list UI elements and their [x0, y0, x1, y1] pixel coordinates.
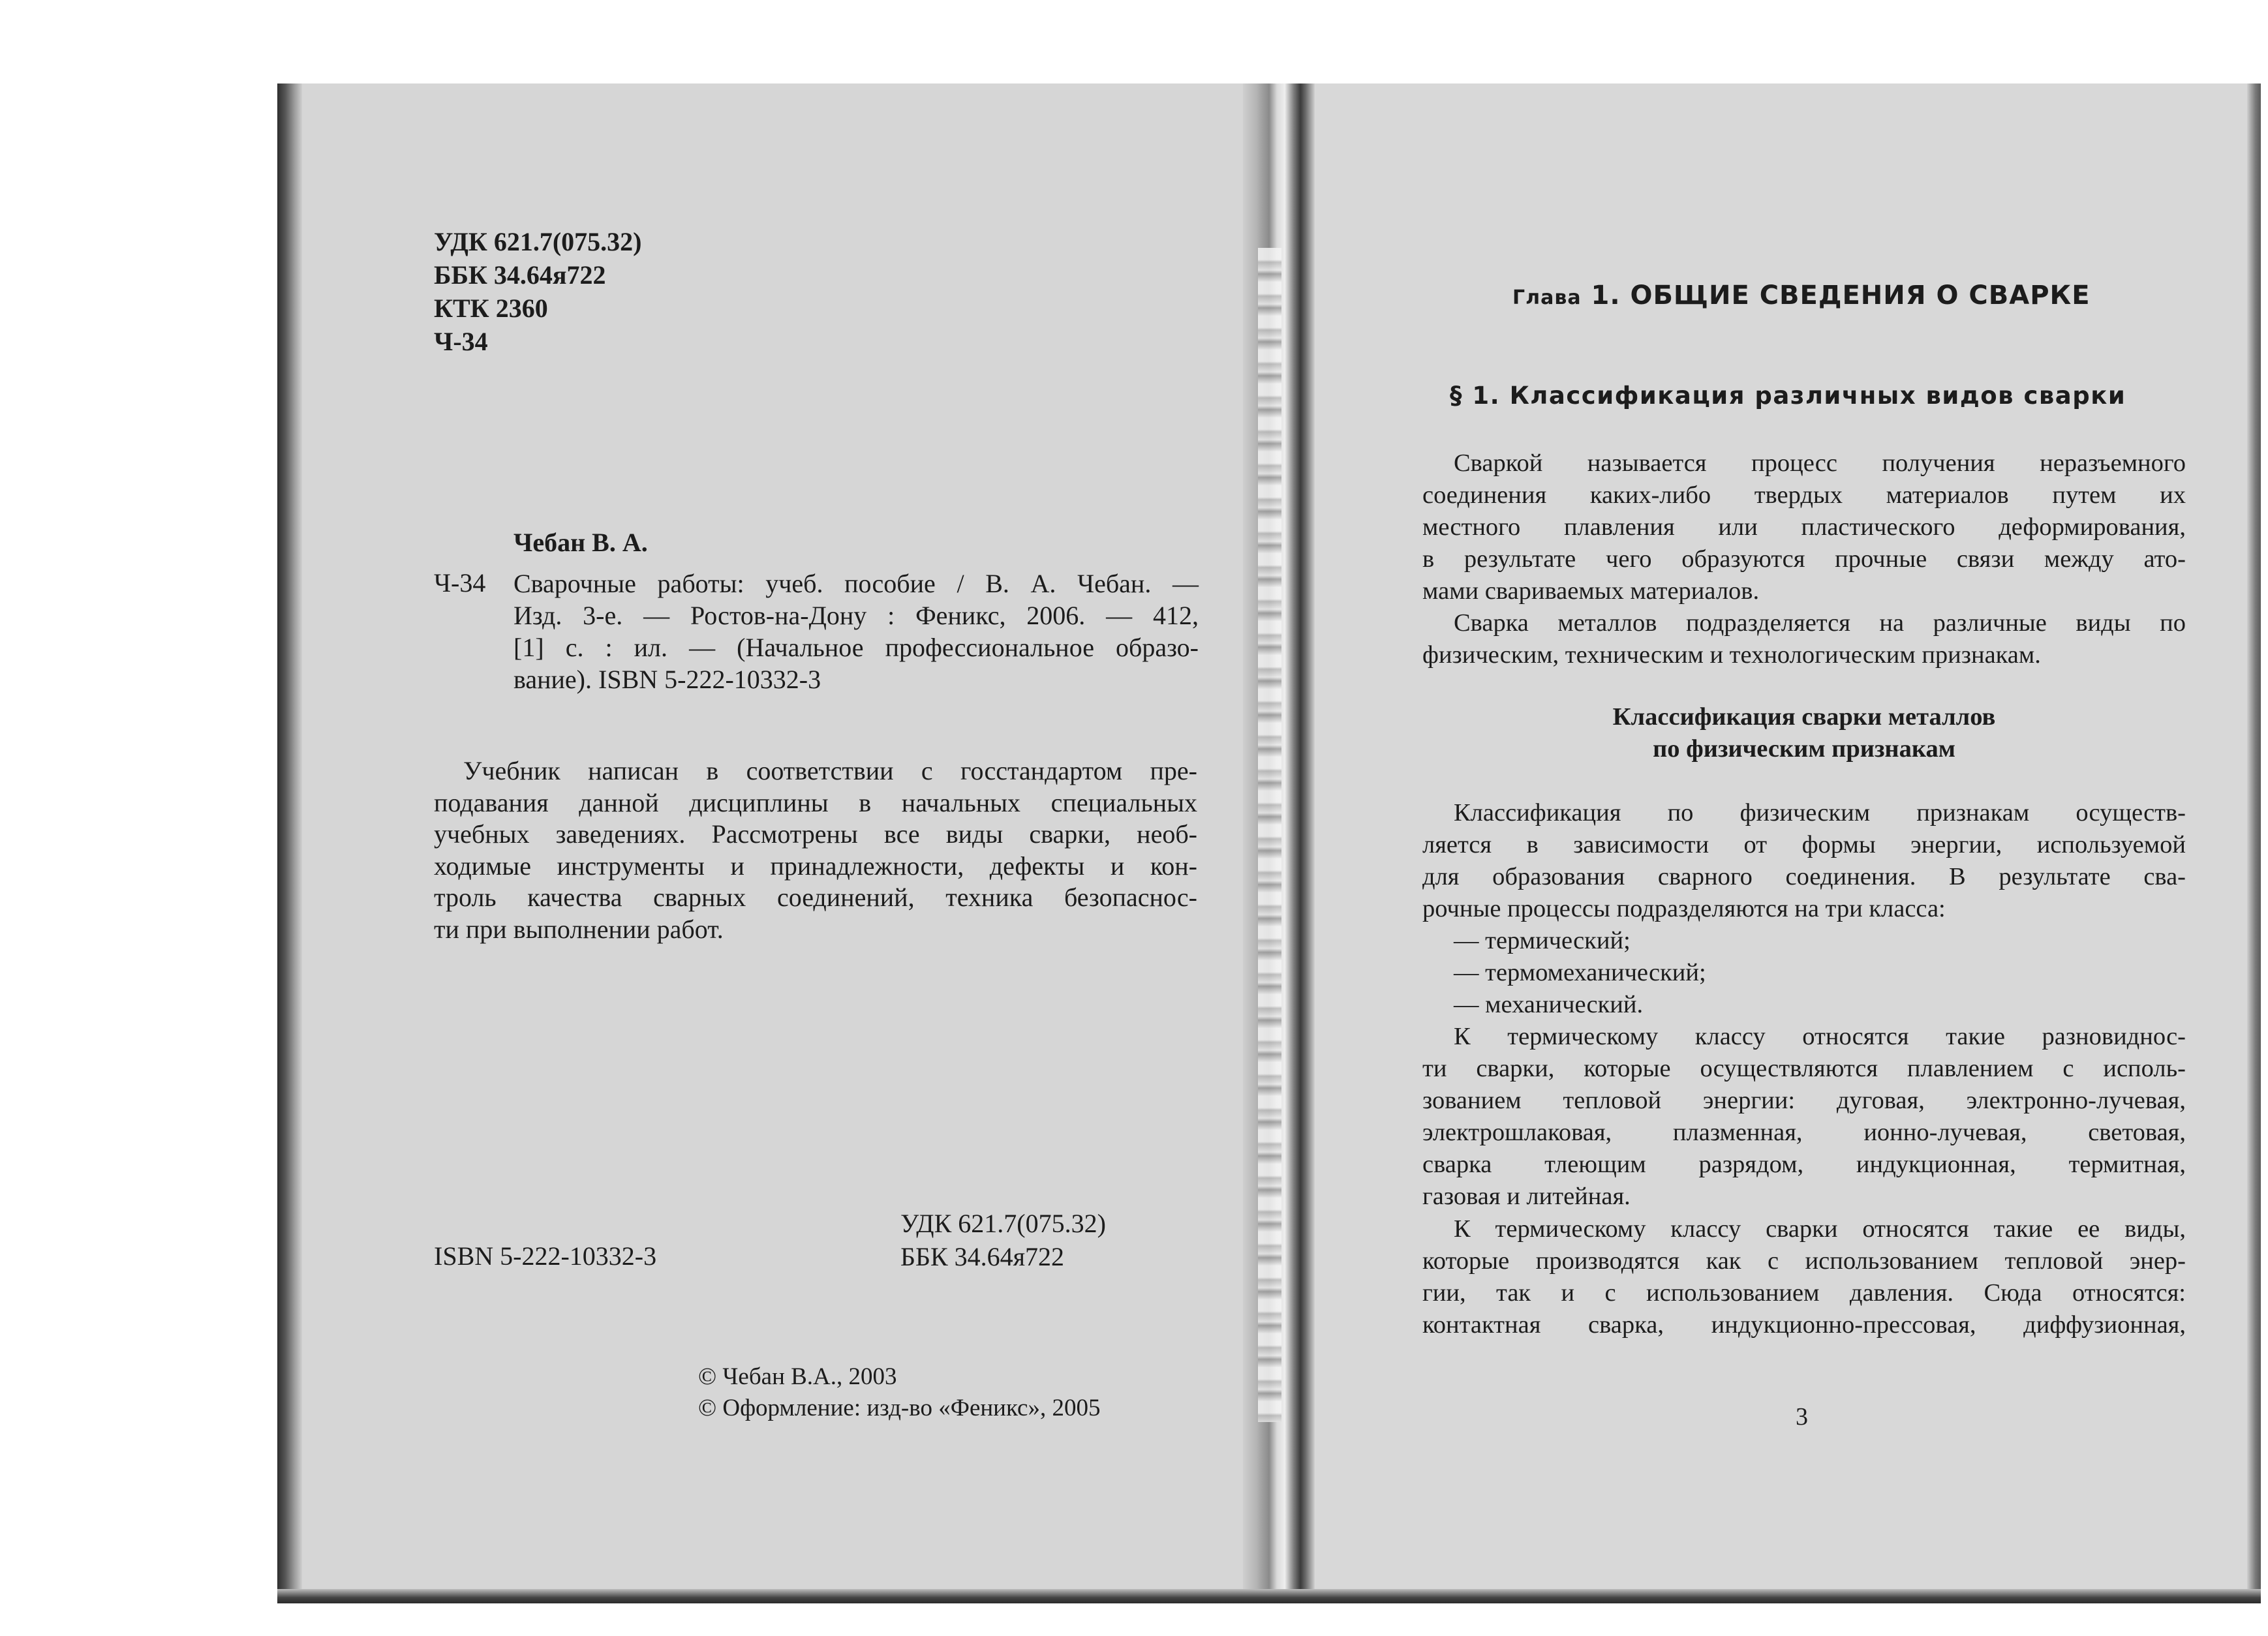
class-list: [1454, 925, 1706, 1021]
copyright-notice: [698, 1361, 1100, 1424]
text-line: ляется в зависимости от формы энергии, используемой: [1422, 831, 2186, 858]
bib-line: [1] с. : ил. — (Начальное профессиональное образо-: [513, 633, 1199, 662]
text-line: местного плавления или пластического деформирования,: [1422, 513, 2186, 541]
book-cover-edge-left: [277, 83, 302, 1603]
bbk-code: ББК 34.64я722: [434, 260, 606, 290]
text-line: сварка тлеющим разрядом, индукционная, термитная,: [1422, 1151, 2186, 1178]
call-number: Ч-34: [434, 568, 486, 598]
paragraph-definition: [1422, 447, 2186, 607]
text-line: в результате чего образуются прочные связи между ато-: [1422, 545, 2186, 573]
annotation-line: ти при выполнении работ.: [434, 914, 724, 944]
book-cover-edge-bottom: [277, 1589, 2261, 1603]
annotation-line: Учебник написан в соответствии с госстандартом пре-: [463, 756, 1197, 785]
ktk-code: КТК 2360: [434, 294, 548, 323]
text-line: которые производятся как с использованием тепловой энер-: [1422, 1247, 2186, 1275]
text-line: гии, так и с использованием давления. Сюда относятся:: [1422, 1279, 2186, 1307]
text-line: К термическому классу относятся такие разновиднос-: [1454, 1023, 2186, 1050]
subheading-line: по физическим признакам: [1653, 735, 1955, 763]
paragraph-classification: [1422, 797, 2186, 925]
paragraph-subdivision: [1422, 607, 2186, 671]
annotation-line: троль качества сварных соединений, техника безопаснос-: [434, 883, 1197, 912]
text-line: зованием тепловой энергии: дуговая, электронно-лучевая,: [1422, 1087, 2186, 1114]
bibliographic-entry: [513, 568, 1199, 695]
isbn: ISBN 5-222-10332-3: [434, 1241, 657, 1271]
paragraph-thermomechanical-class: [1422, 1213, 2186, 1341]
annotation-line: подавания данной дисциплины в начальных специальных: [434, 787, 1197, 817]
text-line: физическим, техническим и технологическим признакам.: [1422, 641, 2041, 669]
copyright-design: © Оформление: изд-во «Феникс», 2005: [698, 1395, 1101, 1421]
bib-line: вание). ISBN 5-222-10332-3: [513, 665, 821, 694]
bib-line: Изд. 3-е. — Ростов-на-Дону : Феникс, 2006. — 412,: [513, 601, 1199, 630]
text-line: для образования сварного соединения. В результате сва-: [1422, 863, 2186, 890]
list-item: — термомеханический;: [1454, 959, 1706, 986]
text-line: К термическому классу сварки относятся такие ее виды,: [1454, 1215, 2186, 1243]
text-line: ти сварки, которые осуществляются плавлением с исполь-: [1422, 1055, 2186, 1082]
text-line: контактная сварка, индукционно-прессовая, диффузионная,: [1422, 1311, 2186, 1339]
chapter-prefix: Глава: [1512, 286, 1582, 309]
text-line: Сварка металлов подразделяется на различные виды по: [1454, 609, 2186, 637]
book-cover-edge-right: [2247, 83, 2261, 1603]
classification-codes-bottom: [900, 1207, 1106, 1273]
chapter-name: 1. ОБЩИЕ СВЕДЕНИЯ О СВАРКЕ: [1581, 280, 2091, 311]
author-name: Чебан В. А.: [513, 528, 648, 557]
page-number: 3: [1796, 1403, 1808, 1431]
text-line: Классификация по физическим признакам осуществ-: [1454, 799, 2186, 826]
copyright-author: © Чебан В.А., 2003: [698, 1363, 897, 1390]
list-item: — механический.: [1454, 991, 1644, 1018]
section-title: § 1. Классификация различных видов сварки: [1450, 382, 2126, 410]
paragraph-thermal-class: [1422, 1021, 2186, 1213]
text-line: Сваркой называется процесс получения неразъемного: [1454, 449, 2186, 477]
subheading-line: Классификация сварки металлов: [1612, 703, 1996, 731]
udk-code: УДК 621.7(075.32): [434, 227, 642, 256]
text-line: газовая и литейная.: [1422, 1183, 1631, 1210]
text-line: соединения каких-либо твердых материалов путем их: [1422, 481, 2186, 509]
annotation: [434, 755, 1197, 945]
subheading: [1422, 701, 2186, 765]
bbk-code-bottom: ББК 34.64я722: [900, 1242, 1065, 1271]
text-line: электрошлаковая, плазменная, ионно-лучевая, световая,: [1422, 1119, 2186, 1146]
classification-codes: [434, 225, 641, 358]
chapter-title: [1512, 280, 2091, 311]
udk-code-bottom: УДК 621.7(075.32): [900, 1209, 1106, 1238]
bib-line: Сварочные работы: учеб. пособие / В. А. Чебан. —: [513, 569, 1199, 598]
text-line: мами свариваемых материалов.: [1422, 577, 1760, 605]
torn-page-edge: [1258, 248, 1281, 1422]
text-line: рочные процессы подразделяются на три класса:: [1422, 895, 1946, 922]
author-mark: Ч-34: [434, 327, 488, 356]
annotation-line: ходимые инструменты и принадлежности, дефекты и кон-: [434, 851, 1197, 881]
list-item: — термический;: [1454, 927, 1631, 954]
annotation-line: учебных заведениях. Рассмотрены все виды сварки, необ-: [434, 819, 1197, 849]
